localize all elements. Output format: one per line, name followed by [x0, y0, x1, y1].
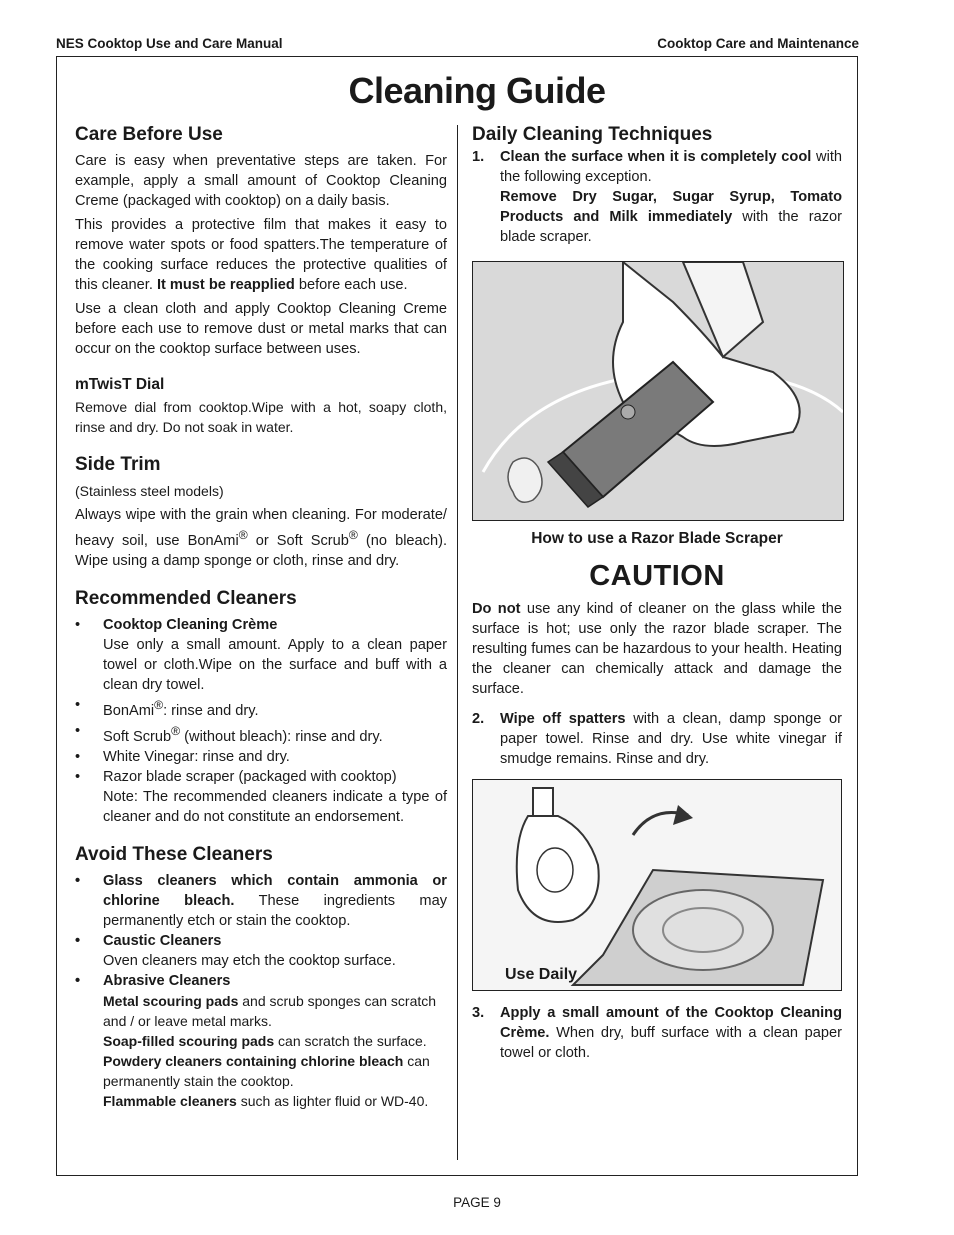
- registered-mark: ®: [348, 528, 358, 542]
- care-p2-tail: before each use.: [294, 277, 408, 293]
- registered-mark: ®: [171, 723, 181, 738]
- bullet: •: [75, 616, 81, 633]
- bullet: •: [75, 768, 81, 785]
- step-title: Clean the surface when it is completely cool: [500, 149, 812, 165]
- abrasive-details: [103, 991, 447, 1111]
- caution-heading: CAUTION: [589, 560, 725, 592]
- recommended-list: [75, 615, 447, 827]
- registered-mark: ®: [238, 528, 248, 542]
- item-text: Use only a small amount. Apply to a clean paper towel or cloth.Wipe on the surface and buff with a clean dry towel.: [103, 636, 447, 693]
- daily-cleaning-heading: Daily Cleaning Techniques: [472, 124, 713, 145]
- list-item: [75, 615, 447, 695]
- step-2: [472, 709, 842, 769]
- step-text: with the following exception.: [500, 149, 842, 185]
- detail-bold: Flammable cleaners: [103, 1092, 237, 1109]
- registered-mark: ®: [154, 697, 164, 712]
- razor-scraper-caption: How to use a Razor Blade Scraper: [531, 530, 783, 547]
- side-trim-heading: Side Trim: [75, 454, 161, 475]
- step-text: with a clean, damp sponge or paper towel. Rinse and dry. Use white vinegar if smudge remains. Rinse and dry.: [500, 711, 842, 767]
- detail-bold: Metal scouring pads: [103, 992, 239, 1009]
- razor-scraper-illustration: [472, 261, 844, 521]
- side-trim-text: [75, 505, 447, 571]
- step-bold: Apply a small amount of the Cooktop Cleaning Crème.: [500, 1005, 842, 1041]
- bullet: •: [75, 748, 81, 765]
- item-title: Abrasive Cleaners: [103, 972, 231, 989]
- detail-bold: Soap-filled scouring pads: [103, 1032, 275, 1049]
- item-text: Razor blade scraper (packaged with cooktop): [103, 768, 397, 785]
- header-section-title: Cooktop Care and Maintenance: [657, 36, 859, 51]
- mtwist-section: [75, 375, 447, 437]
- step-1: [472, 147, 842, 247]
- item-text: Soft Scrub: [103, 728, 172, 745]
- left-column: [75, 123, 447, 1111]
- razor-scraper-drawing: [473, 262, 843, 520]
- abrasive-detail: [103, 991, 447, 1031]
- list-item: [75, 721, 447, 747]
- side-trim-text-a: Always wipe with the grain when cleaning. For moderate/ heavy soil, use BonAmi: [75, 507, 447, 549]
- list-item: [75, 747, 447, 767]
- care-before-use-p3: Use a clean cloth and apply Cooktop Cleaning Creme before each use to remove dust or metal marks that can occur on the cooktop surface between uses.: [75, 301, 447, 357]
- bullet: •: [75, 696, 81, 713]
- page-number: PAGE 9: [453, 1195, 501, 1210]
- side-trim-section: [75, 453, 447, 571]
- avoid-list: [75, 871, 447, 1111]
- list-item: [75, 767, 447, 827]
- header-manual-title: NES Cooktop Use and Care Manual: [56, 36, 283, 51]
- detail-bold: Powdery cleaners containing chlorine bleach: [103, 1052, 404, 1069]
- detail-text: and scrub sponges can scratch and / or leave metal marks.: [103, 992, 437, 1029]
- care-p2-bold: It must be reapplied: [156, 277, 295, 293]
- recommended-cleaners-heading: Recommended Cleaners: [75, 587, 297, 609]
- item-text: White Vinegar: rinse and dry.: [103, 748, 290, 765]
- abrasive-detail: [103, 1091, 447, 1111]
- avoid-cleaners-heading: Avoid These Cleaners: [75, 843, 273, 865]
- item-text: (without bleach): rinse and dry.: [180, 728, 383, 745]
- column-divider: [457, 125, 458, 1160]
- item-title: Caustic Cleaners: [103, 932, 222, 949]
- abrasive-detail: [103, 1051, 447, 1091]
- item-title: Cooktop Cleaning Crème: [103, 616, 278, 633]
- item-text: Oven cleaners may etch the cooktop surface.: [103, 952, 396, 969]
- use-daily-label: Use Daily: [505, 966, 578, 983]
- care-before-use-section: [75, 123, 447, 359]
- use-daily-illustration: [472, 779, 842, 991]
- item-title: Glass cleaners which contain ammonia or chlorine bleach.: [103, 872, 447, 909]
- cleaner-bottle-drawing: [473, 780, 841, 990]
- care-before-use-p1: Care is easy when preventative steps are taken. For example, apply a small amount of Cooktop Cleaning Creme (packaged with cooktop) on a daily basis.: [75, 153, 447, 209]
- abrasive-detail: [103, 1031, 447, 1051]
- step-3: [472, 1003, 842, 1063]
- side-trim-text-b: or Soft Scrub: [247, 532, 349, 549]
- step-bold: Wipe off spatters: [500, 711, 626, 727]
- mtwist-text: Remove dial from cooktop.Wipe with a hot, soapy cloth, rinse and dry. Do not soak in water.: [75, 399, 447, 435]
- step-text: When dry, buff surface with a clean paper towel or cloth.: [500, 1025, 842, 1061]
- bullet: •: [75, 972, 81, 989]
- detail-text: can permanently stain the cooktop.: [103, 1052, 430, 1089]
- step-number: 1.: [472, 149, 485, 165]
- item-text: : rinse and dry.: [163, 702, 259, 719]
- list-item: [75, 931, 447, 971]
- care-before-use-heading: Care Before Use: [75, 124, 223, 145]
- care-before-use-p2: [75, 215, 447, 295]
- detail-text: can scratch the surface.: [274, 1032, 427, 1049]
- item-text: BonAmi: [103, 702, 155, 719]
- item-text: These ingredients may permanently etch or stain the cooktop.: [103, 892, 447, 929]
- bullet: •: [75, 872, 81, 889]
- bullet: •: [75, 932, 81, 949]
- detail-text: such as lighter fluid or WD-40.: [236, 1092, 429, 1109]
- mtwist-heading: mTwisT Dial: [75, 376, 165, 393]
- caution-bold: Do not: [472, 601, 521, 617]
- step-number: 2.: [472, 711, 485, 727]
- page-title: Cleaning Guide: [348, 70, 606, 111]
- step-bold: Remove Dry Sugar, Sugar Syrup, Tomato Products and Milk immediately: [500, 189, 842, 225]
- list-item: [75, 871, 447, 931]
- list-item: [75, 695, 447, 721]
- caution-text: [472, 599, 842, 699]
- step-number: 3.: [472, 1005, 485, 1021]
- bullet: •: [75, 722, 81, 739]
- caution-body: use any kind of cleaner on the glass while the surface is hot; use only the razor blade scraper. The resulting fumes can be hazardous to your health. Heating the cleaner can chemically attack and damage the surface.: [472, 601, 842, 697]
- list-item: [75, 971, 447, 1111]
- right-column: [472, 123, 842, 1063]
- side-trim-note: (Stainless steel models): [75, 483, 224, 499]
- recommended-note: Note: The recommended cleaners indicate a type of cleaner and do not constitute an endorsement.: [103, 788, 447, 825]
- side-trim-text-c: (no bleach). Wipe using a damp sponge or cloth, rinse and dry.: [75, 532, 447, 569]
- recommended-cleaners-section: [75, 587, 447, 827]
- step-text: with the razor blade scraper.: [500, 209, 842, 245]
- avoid-cleaners-section: [75, 843, 447, 1111]
- care-p2-text: This provides a protective film that makes it easy to remove water spots or food spatters.The temperature of the cooking surface reduces the protective qualities of this cleaner.: [75, 217, 447, 293]
